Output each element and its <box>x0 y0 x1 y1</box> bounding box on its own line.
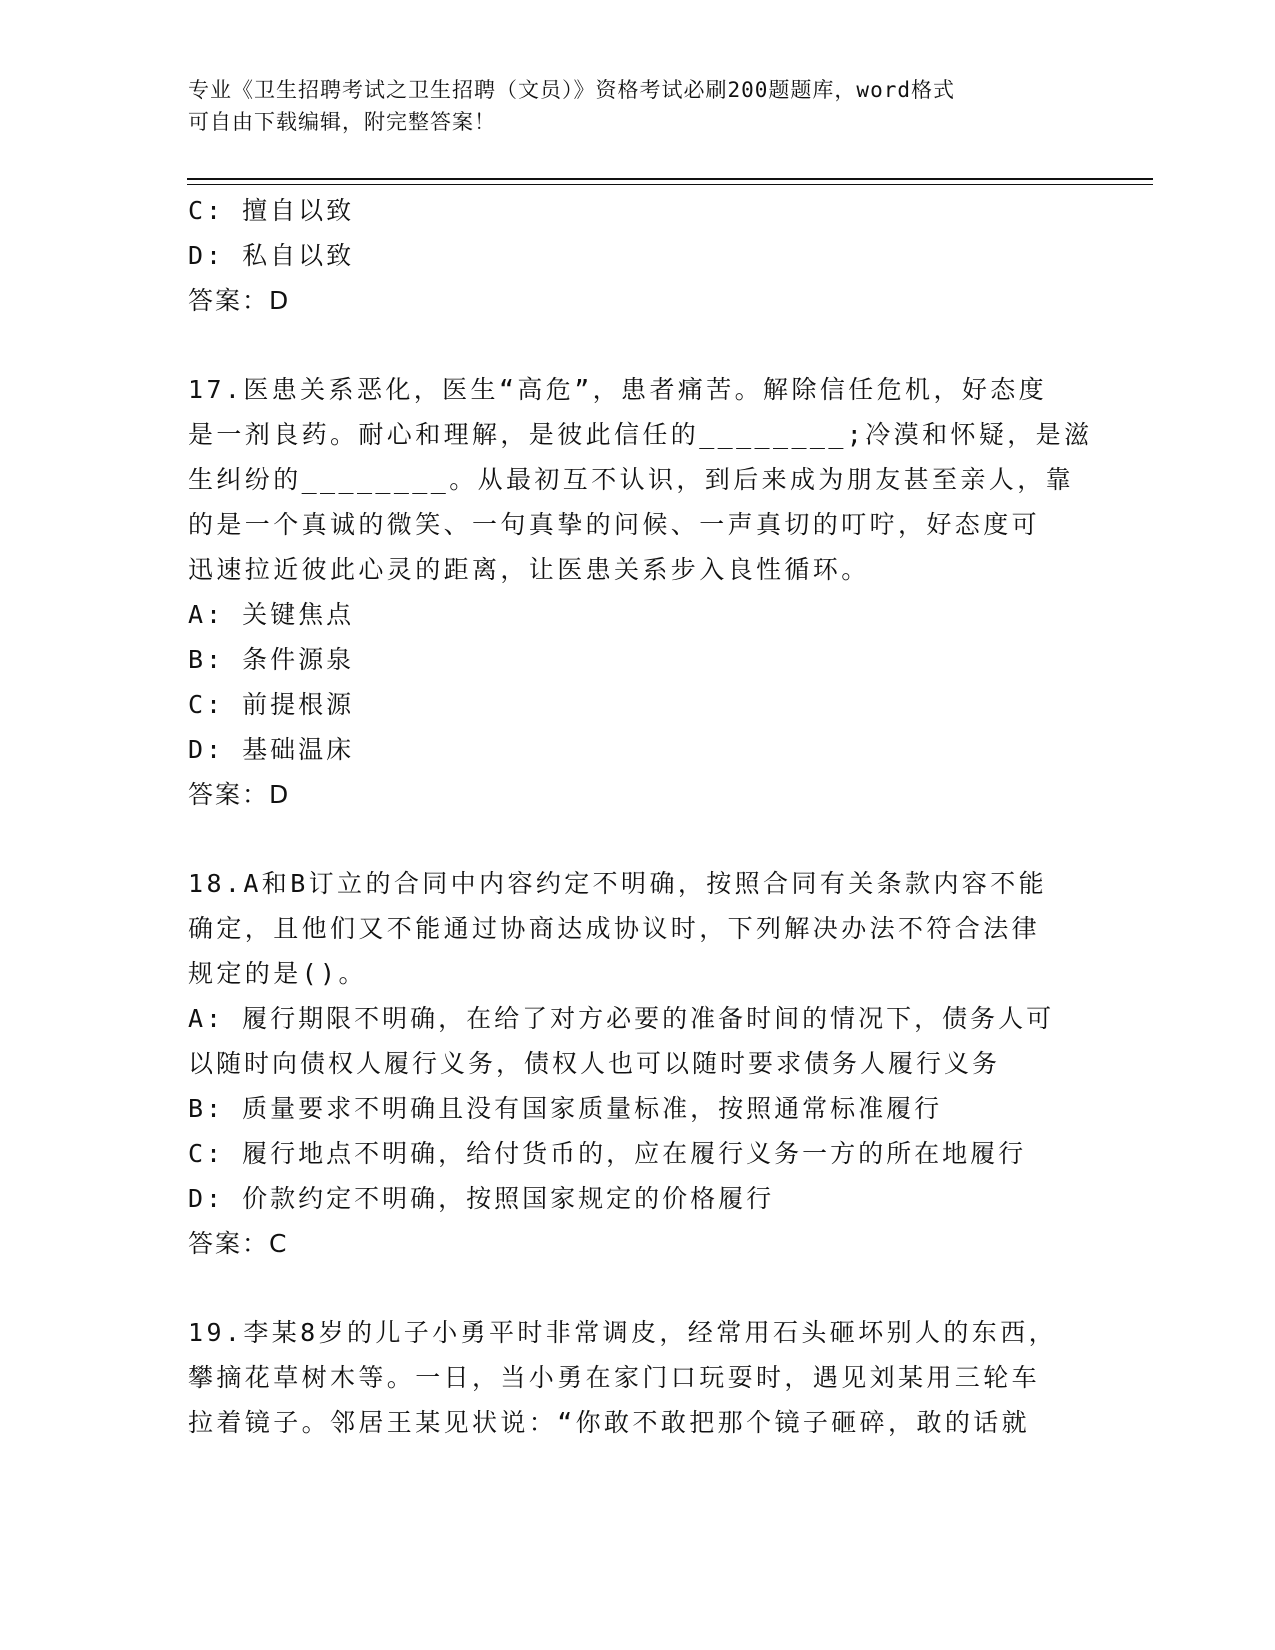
answer-line: 答案：C <box>188 1229 289 1258</box>
stem-line: 的是一个真诚的微笑、一句真挚的问候、一声真切的叮咛，好态度可 <box>188 510 1041 539</box>
question-18 <box>188 861 1088 1266</box>
header-line: 可自由下载编辑，附完整答案！ <box>188 110 496 134</box>
question-16-continued <box>188 188 1088 323</box>
answer-line: 答案：D <box>188 780 291 809</box>
question-19 <box>188 1310 1088 1445</box>
option-d: D: 基础温床 <box>188 735 355 764</box>
stem-line: 19.李某8岁的儿子小勇平时非常调皮，经常用石头砸坏别人的东西， <box>188 1318 1058 1347</box>
option-b: B: 条件源泉 <box>188 645 355 674</box>
option-c: C: 履行地点不明确，给付货币的，应在履行义务一方的所在地履行 <box>188 1139 1027 1168</box>
stem-line: 迅速拉近彼此心灵的距离，让医患关系步入良性循环。 <box>188 555 870 584</box>
stem-line: 攀摘花草树木等。一日，当小勇在家门口玩耍时，遇见刘某用三轮车 <box>188 1363 1041 1392</box>
option-d: D: 价款约定不明确，按照国家规定的价格履行 <box>188 1184 775 1213</box>
stem-line: 17.医患关系恶化，医生“高危”，患者痛苦。解除信任危机，好态度 <box>188 375 1048 404</box>
question-stem <box>188 861 1088 996</box>
stem-line: 确定，且他们又不能通过协商达成协议时，下列解决办法不符合法律 <box>188 914 1041 943</box>
document-header <box>188 74 1088 138</box>
question-17 <box>188 367 1093 817</box>
question-content <box>188 188 1093 1445</box>
header-rule-thin <box>187 184 1153 185</box>
question-stem <box>188 367 1093 592</box>
question-spacer <box>188 1266 1088 1310</box>
option-c: C: 前提根源 <box>188 690 355 719</box>
option-c: C: 擅自以致 <box>188 196 355 225</box>
option-d: D: 私自以致 <box>188 241 355 270</box>
stem-line: 是一剂良药。耐心和理解，是彼此信任的________;冷漠和怀疑，是滋 <box>188 420 1093 449</box>
header-line: 专业《卫生招聘考试之卫生招聘（文员）》资格考试必刷200题题库，word格式 <box>188 78 955 102</box>
stem-line: 拉着镜子。邻居王某见状说：“你敢不敢把那个镜子砸碎，敢的话就 <box>188 1408 1031 1437</box>
question-spacer <box>188 323 1088 367</box>
stem-line: 生纠纷的________。从最初互不认识，到后来成为朋友甚至亲人，靠 <box>188 465 1075 494</box>
option-a: A: 履行期限不明确，在给了对方必要的准备时间的情况下，债务人可 <box>188 1004 1055 1033</box>
question-stem <box>188 1310 1088 1445</box>
answer-line: 答案：D <box>188 286 291 315</box>
option-b: B: 质量要求不明确且没有国家质量标准，按照通常标准履行 <box>188 1094 943 1123</box>
question-spacer <box>188 817 1088 861</box>
option-a: A: 关键焦点 <box>188 600 355 629</box>
stem-line: 18.A和B订立的合同中内容约定不明确，按照合同有关条款内容不能 <box>188 869 1048 898</box>
stem-line: 规定的是()。 <box>188 959 367 988</box>
header-rule-thick <box>187 178 1153 180</box>
option-a-continued: 以随时向债权人履行义务，债权人也可以随时要求债务人履行义务 <box>188 1049 1001 1078</box>
